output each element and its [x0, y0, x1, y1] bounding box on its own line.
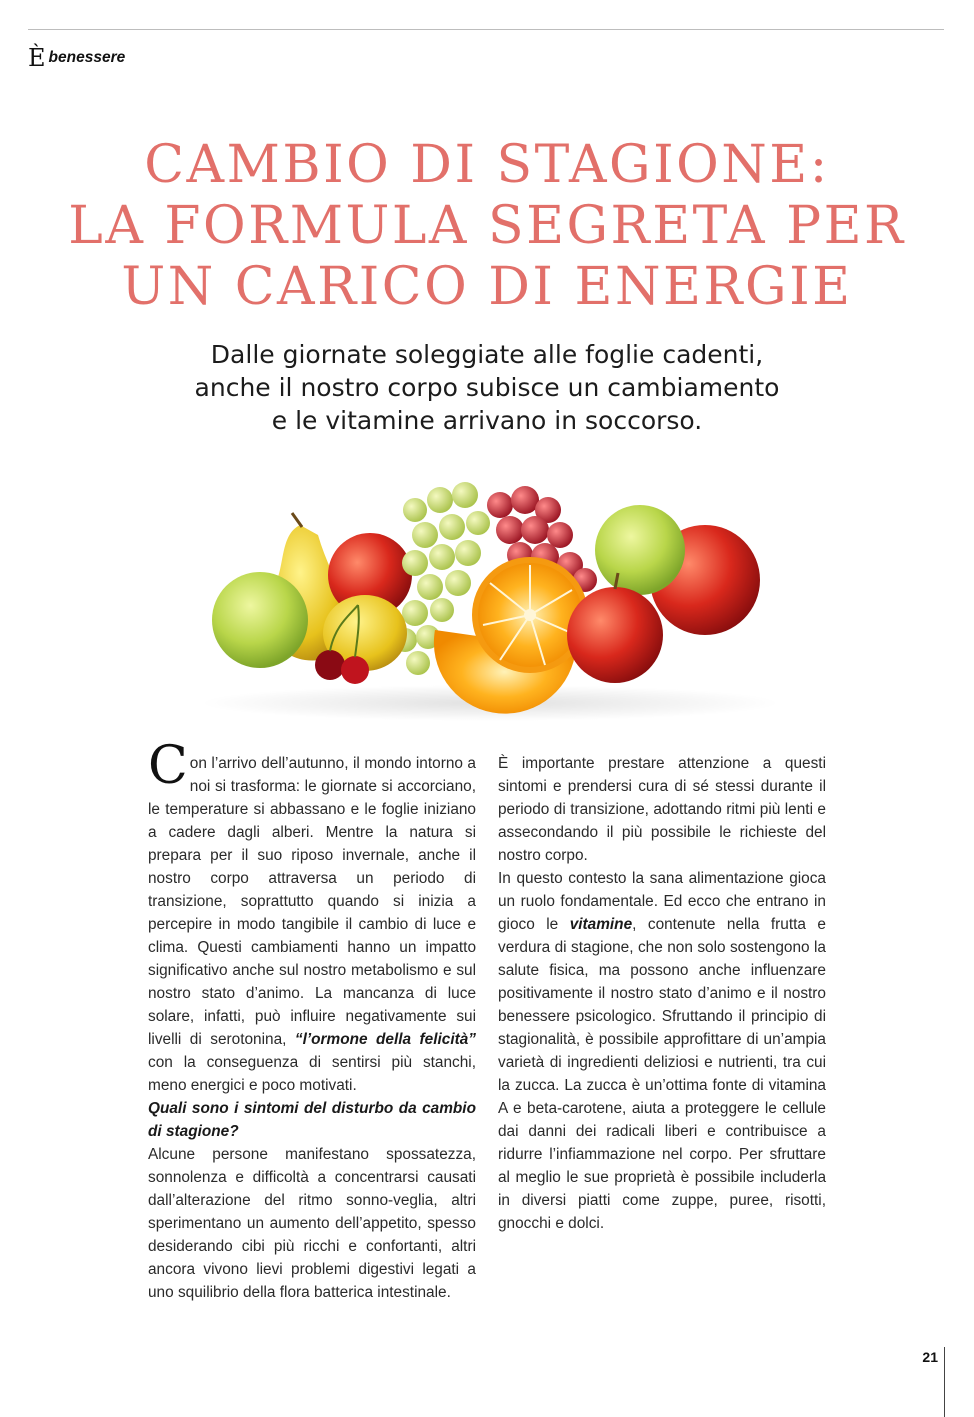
subtitle-line: Dalle giornate soleggiate alle foglie cadenti,	[210, 340, 764, 369]
article-paragraph	[148, 736, 477, 1097]
article-question-heading: Quali sono i sintomi del disturbo da cambio di stagione?	[148, 1100, 476, 1140]
article-column-right	[498, 752, 826, 1235]
page-number-rule	[944, 1347, 945, 1417]
top-divider	[28, 29, 944, 30]
article-headline	[40, 135, 934, 318]
article-paragraph: È importante prestare attenzione a questi sintomi e prendersi cura di sé stessi durante il periodo di transizione, adottando ritmi più lenti e assecondando il più possibile le richieste del nostro corpo.	[498, 755, 826, 864]
paragraph-text: on l’arrivo dell’autunno, il mondo intorno a noi si trasforma: le giornate si accorciano, le temperature si abbassano e le foglie iniziano a cadere dagli alberi. Mentre la natura si prepara per il suo riposo invernale, anche il nostro corpo attraversa un periodo di transizione, soprattutto quando si inizia a percepire in modo tangibile il cambio di luce e clima. Questi cambiamenti hanno un impatto significativo anche sul nostro metabolismo e sul nostro stato d’animo. La mancanza di luce solare, infatti, può influire negativamente sui livelli di serotonina,	[148, 755, 476, 1048]
headline-line: UN CARICO DI ENERGIE	[121, 257, 853, 317]
emphasis-quote: “l’ormone della felicità”	[294, 1031, 477, 1048]
headline-line: LA FORMULA SEGRETA PER	[68, 196, 906, 256]
section-name: benessere	[48, 49, 126, 66]
subtitle-line: e le vitamine arrivano in soccorso.	[271, 406, 703, 435]
article-subtitle	[60, 338, 914, 437]
paragraph-text: con la conseguenza di sentirsi più stanchi, meno energici e poco motivati.	[148, 1054, 476, 1094]
article-column-left	[148, 736, 477, 1304]
emphasis-word: vitamine	[569, 916, 633, 933]
drop-cap: C	[148, 736, 188, 796]
subtitle-line: anche il nostro corpo subisce un cambiamento	[194, 373, 780, 402]
section-label	[28, 40, 125, 70]
paragraph-text: , contenute nella frutta e verdura di stagione, che non solo sostengono la salute fisica, ma possono anche influenzare positivamente il nostro stato d’animo e il nostro benessere psicologico. Sfruttando il principio di stagionalità, è possibile approfittare di un’ampia varietà di ingredienti deliziosi e nutrienti, tra cui la zucca. La zucca è un’ottima fonte di vitamina A e beta-carotene, aiuta a proteggere le cellule dai danni dei radicali liberi e contribuisce a ridurre l’infiammazione nel corpo. Per sfruttare al meglio le sue proprietà è possibile includerla in diversi piatti come zuppe, puree, risotti, gnocchi e dolci.	[498, 916, 826, 1232]
paragraph-text: In questo contesto la sana alimentazione gioca un ruolo fondamentale. Ed ecco che entrano in gioco le	[498, 870, 826, 933]
page-number: 21	[922, 1349, 938, 1365]
section-logo-letter: È	[28, 44, 46, 72]
headline-line: CAMBIO DI STAGIONE:	[144, 135, 830, 195]
fruit-illustration	[200, 465, 780, 725]
article-paragraph	[498, 867, 826, 1235]
article-paragraph: Alcune persone manifestano spossatezza, sonnolenza e difficoltà a concentrarsi causati dall’alterazione del ritmo sonno-veglia, altri sperimentano un aumento dell’appetito, spesso desiderando cibi più ricchi e confortanti, altri ancora vivono lievi problemi digestivi legati a uno squilibrio della flora batterica intestinale.	[148, 1146, 476, 1301]
